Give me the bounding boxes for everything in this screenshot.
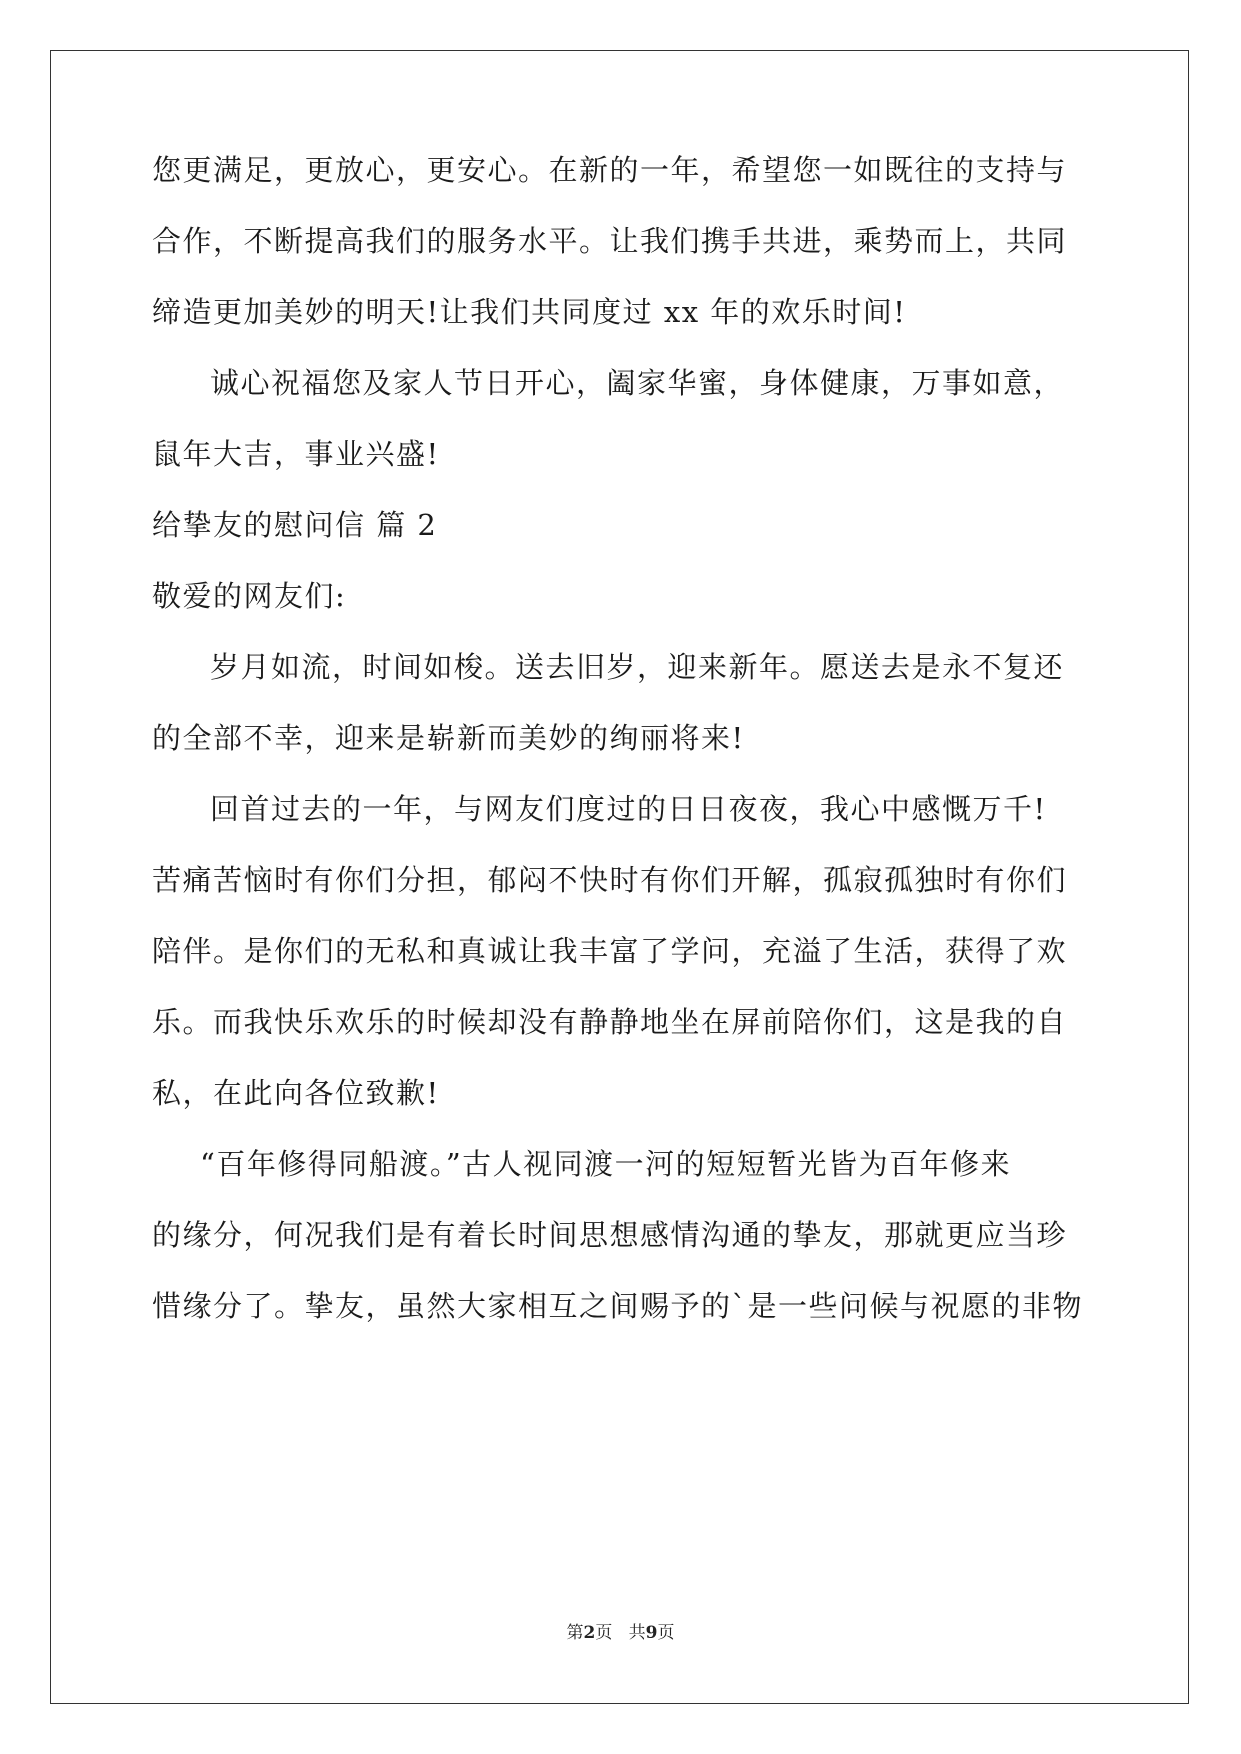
text-line: 乐。而我快乐欢乐的时候却没有静静地坐在屏前陪你们，这是我的自 — [152, 1005, 1068, 1039]
section-heading: 给挚友的慰问信 篇 2 — [152, 508, 438, 542]
footer-prefix: 第 — [566, 1623, 584, 1643]
text-line: 缔造更加美妙的明天!让我们共同度过 xx 年的欢乐时间! — [152, 295, 907, 329]
text-line: 苦痛苦恼时有你们分担，郁闷不快时有你们开解，孤寂孤独时有你们 — [152, 863, 1068, 897]
text-line: 惜缘分了。挚友，虽然大家相互之间赐予的`是一些问候与祝愿的非物 — [152, 1289, 1084, 1323]
text-line: 岁月如流，时间如梭。送去旧岁，迎来新年。愿送去是永不复还 — [210, 650, 1065, 684]
text-line: 私，在此向各位致歉! — [152, 1076, 440, 1110]
salutation: 敬爱的网友们: — [152, 579, 347, 613]
text-line: “百年修得同船渡。”古人视同渡一河的短短暂光皆为百年修来 — [200, 1147, 1012, 1181]
text-line: 合作，不断提高我们的服务水平。让我们携手共进，乘势而上，共同 — [152, 224, 1068, 258]
text-line: 的缘分，何况我们是有着长时间思想感情沟通的挚友，那就更应当珍 — [152, 1218, 1068, 1252]
current-page-number: 2 — [583, 1623, 596, 1643]
footer-suffix: 页 — [657, 1623, 675, 1643]
text-line: 鼠年大吉，事业兴盛! — [152, 437, 440, 471]
total-pages-number: 9 — [645, 1623, 658, 1643]
page-footer — [0, 1618, 1241, 1643]
text-line: 您更满足，更放心，更安心。在新的一年，希望您一如既往的支持与 — [152, 153, 1068, 187]
footer-mid: 页 共 — [595, 1623, 646, 1643]
text-line: 的全部不幸，迎来是崭新而美妙的绚丽将来! — [152, 721, 745, 755]
text-line: 诚心祝福您及家人节日开心，阖家华蜜，身体健康，万事如意， — [210, 366, 1065, 400]
text-line: 陪伴。是你们的无私和真诚让我丰富了学问，充溢了生活，获得了欢 — [152, 934, 1068, 968]
text-line: 回首过去的一年，与网友们度过的日日夜夜，我心中感慨万千! — [210, 792, 1047, 826]
